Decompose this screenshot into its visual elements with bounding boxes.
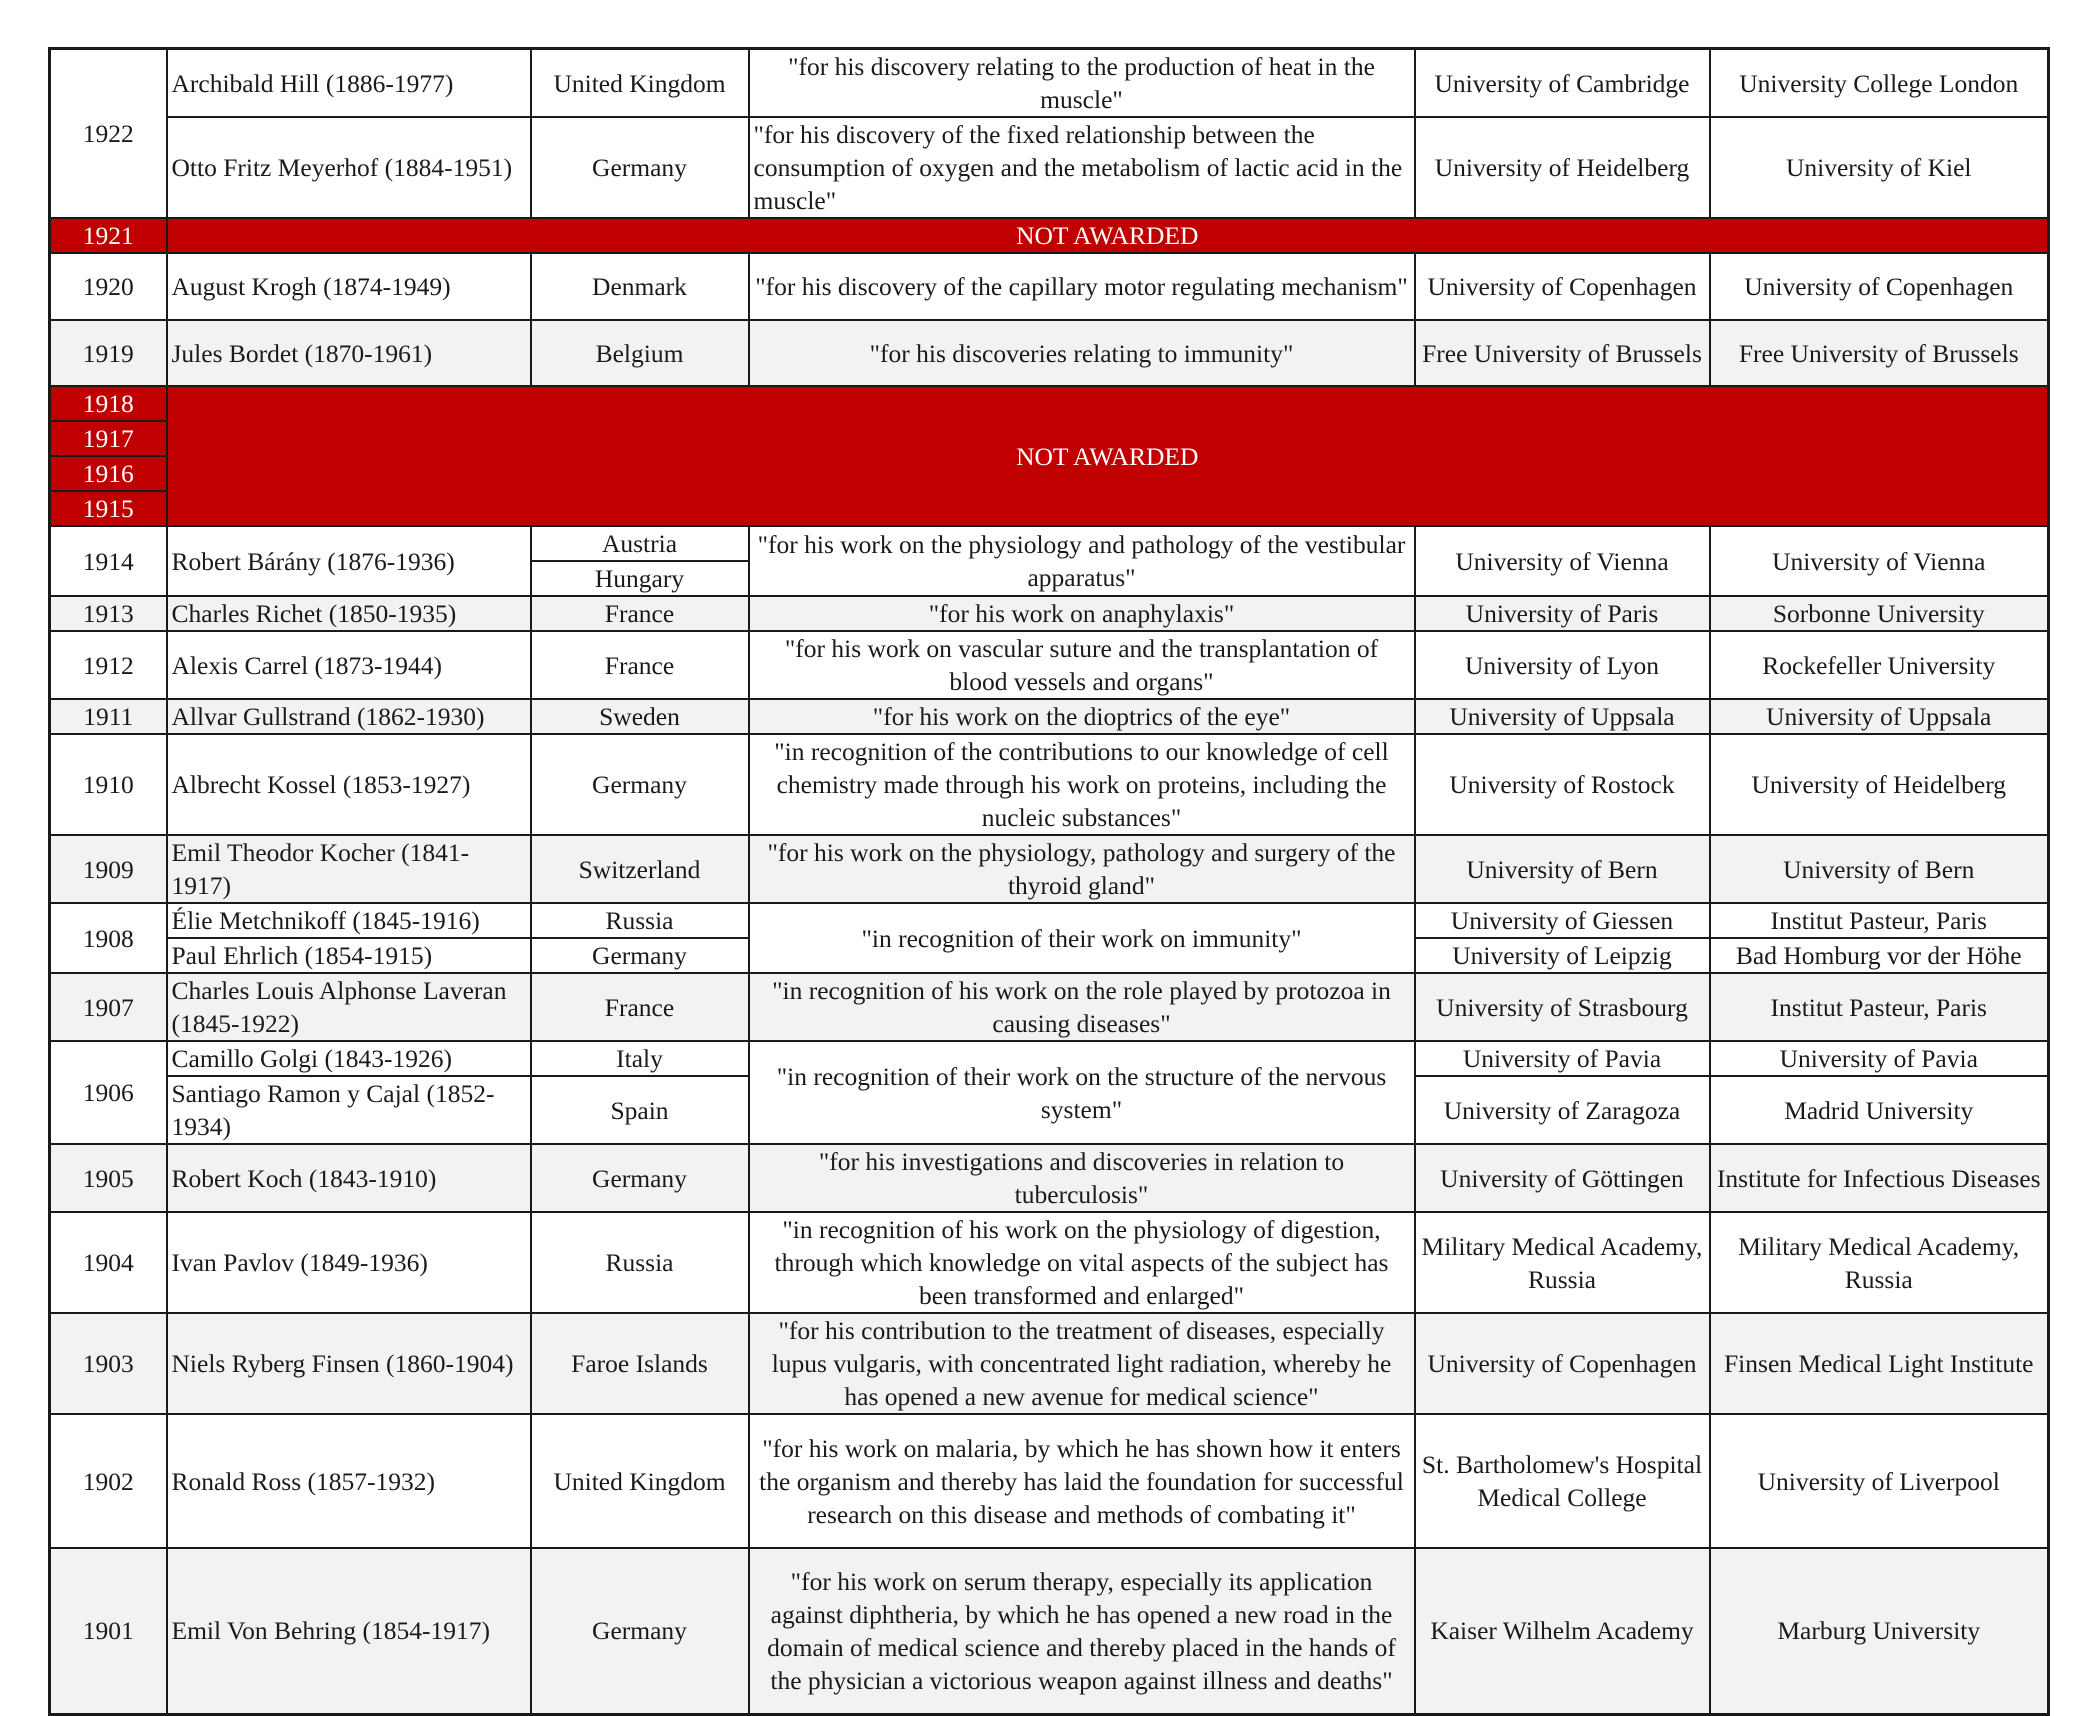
motivation-cell: "in recognition of their work on the structure of the nervous system" <box>749 1041 1415 1144</box>
motivation-cell: "for his work on the physiology and pathology of the vestibular apparatus" <box>749 526 1415 596</box>
institution-cell: Marburg University <box>1710 1548 2049 1714</box>
country-cell: Belgium <box>531 320 749 386</box>
laureate-cell: Élie Metchnikoff (1845-1916) <box>167 903 531 938</box>
not-awarded-banner: NOT AWARDED <box>167 386 2049 526</box>
country-cell: France <box>531 631 749 699</box>
motivation-cell: "for his work on the physiology, pathology and surgery of the thyroid gland" <box>749 835 1415 903</box>
table-row <box>50 117 2049 218</box>
year-cell: 1922 <box>50 49 167 219</box>
institution-cell: University of Heidelberg <box>1710 734 2049 835</box>
motivation-cell: "for his work on the dioptrics of the eye" <box>749 699 1415 734</box>
table-row <box>50 49 2049 118</box>
institution-cell: Institut Pasteur, Paris <box>1710 903 2049 938</box>
year-cell: 1919 <box>50 320 167 386</box>
laureate-cell: Robert Bárány (1876-1936) <box>167 526 531 596</box>
year-cell: 1917 <box>50 421 167 456</box>
country-cell: Germany <box>531 734 749 835</box>
year-cell: 1915 <box>50 491 167 526</box>
affiliation-cell: University of Pavia <box>1415 1041 1710 1076</box>
table-row <box>50 1212 2049 1313</box>
institution-cell: Institute for Infectious Diseases <box>1710 1144 2049 1212</box>
institution-cell: University of Liverpool <box>1710 1414 2049 1548</box>
institution-cell: University of Copenhagen <box>1710 253 2049 320</box>
motivation-cell: "for his work on vascular suture and the transplantation of blood vessels and organs" <box>749 631 1415 699</box>
institution-cell: University of Bern <box>1710 835 2049 903</box>
motivation-cell: "for his discovery of the fixed relationship between the consumption of oxygen and the metabolism of lactic acid in the muscle" <box>749 117 1415 218</box>
affiliation-cell: University of Copenhagen <box>1415 253 1710 320</box>
table-row <box>50 699 2049 734</box>
not-awarded-row <box>50 218 2049 253</box>
year-cell: 1918 <box>50 386 167 421</box>
affiliation-cell: University of Strasbourg <box>1415 973 1710 1041</box>
country-cell: France <box>531 973 749 1041</box>
table-row <box>50 631 2049 699</box>
year-cell: 1912 <box>50 631 167 699</box>
year-cell: 1920 <box>50 253 167 320</box>
laureate-cell: Emil Theodor Kocher (1841-1917) <box>167 835 531 903</box>
institution-cell: University of Vienna <box>1710 526 2049 596</box>
table-row <box>50 526 2049 561</box>
country-cell: Denmark <box>531 253 749 320</box>
laureate-cell: Niels Ryberg Finsen (1860-1904) <box>167 1313 531 1414</box>
motivation-cell: "for his investigations and discoveries in relation to tuberculosis" <box>749 1144 1415 1212</box>
laureate-cell: Charles Louis Alphonse Laveran (1845-1922) <box>167 973 531 1041</box>
institution-cell: Madrid University <box>1710 1076 2049 1144</box>
laureate-cell: August Krogh (1874-1949) <box>167 253 531 320</box>
laureate-cell: Ronald Ross (1857-1932) <box>167 1414 531 1548</box>
table-row <box>50 1313 2049 1414</box>
institution-cell: University College London <box>1710 49 2049 118</box>
country-cell: Spain <box>531 1076 749 1144</box>
laureate-cell: Allvar Gullstrand (1862-1930) <box>167 699 531 734</box>
year-cell: 1907 <box>50 973 167 1041</box>
table-row <box>50 1144 2049 1212</box>
affiliation-cell: Military Medical Academy, Russia <box>1415 1212 1710 1313</box>
year-cell: 1903 <box>50 1313 167 1414</box>
affiliation-cell: University of Paris <box>1415 596 1710 631</box>
country-cell: Germany <box>531 117 749 218</box>
affiliation-cell: Free University of Brussels <box>1415 320 1710 386</box>
institution-cell: University of Uppsala <box>1710 699 2049 734</box>
year-cell: 1901 <box>50 1548 167 1714</box>
affiliation-cell: St. Bartholomew's Hospital Medical College <box>1415 1414 1710 1548</box>
year-cell: 1921 <box>50 218 167 253</box>
year-cell: 1906 <box>50 1041 167 1144</box>
motivation-cell: "in recognition of the contributions to our knowledge of cell chemistry made through his work on proteins, including the nucleic substances" <box>749 734 1415 835</box>
motivation-cell: "for his contribution to the treatment of diseases, especially lupus vulgaris, with concentrated light radiation, whereby he has opened a new avenue for medical science" <box>749 1313 1415 1414</box>
affiliation-cell: University of Giessen <box>1415 903 1710 938</box>
affiliation-cell: University of Zaragoza <box>1415 1076 1710 1144</box>
year-cell: 1902 <box>50 1414 167 1548</box>
country-cell: Hungary <box>531 561 749 596</box>
laureate-cell: Jules Bordet (1870-1961) <box>167 320 531 386</box>
year-cell: 1911 <box>50 699 167 734</box>
institution-cell: Institut Pasteur, Paris <box>1710 973 2049 1041</box>
motivation-cell: "for his discovery of the capillary motor regulating mechanism" <box>749 253 1415 320</box>
country-cell: United Kingdom <box>531 1414 749 1548</box>
laureate-cell: Camillo Golgi (1843-1926) <box>167 1041 531 1076</box>
country-cell: Germany <box>531 1144 749 1212</box>
institution-cell: University of Pavia <box>1710 1041 2049 1076</box>
motivation-cell: "in recognition of their work on immunity" <box>749 903 1415 973</box>
not-awarded-row <box>50 386 2049 421</box>
country-cell: Austria <box>531 526 749 561</box>
country-cell: Sweden <box>531 699 749 734</box>
motivation-cell: "in recognition of his work on the role played by protozoa in causing diseases" <box>749 973 1415 1041</box>
motivation-cell: "for his work on anaphylaxis" <box>749 596 1415 631</box>
affiliation-cell: University of Leipzig <box>1415 938 1710 973</box>
affiliation-cell: University of Cambridge <box>1415 49 1710 118</box>
laureate-cell: Otto Fritz Meyerhof (1884-1951) <box>167 117 531 218</box>
institution-cell: Bad Homburg vor der Höhe <box>1710 938 2049 973</box>
year-cell: 1904 <box>50 1212 167 1313</box>
laureate-cell: Paul Ehrlich (1854-1915) <box>167 938 531 973</box>
institution-cell: Finsen Medical Light Institute <box>1710 1313 2049 1414</box>
table-row <box>50 835 2049 903</box>
affiliation-cell: University of Bern <box>1415 835 1710 903</box>
table-row <box>50 903 2049 938</box>
laureate-cell: Santiago Ramon y Cajal (1852-1934) <box>167 1076 531 1144</box>
laureate-cell: Charles Richet (1850-1935) <box>167 596 531 631</box>
affiliation-cell: University of Vienna <box>1415 526 1710 596</box>
laureate-cell: Emil Von Behring (1854-1917) <box>167 1548 531 1714</box>
laureate-cell: Ivan Pavlov (1849-1936) <box>167 1212 531 1313</box>
motivation-cell: "for his work on malaria, by which he has shown how it enters the organism and thereby has laid the foundation for successful research on this disease and methods of combating it" <box>749 1414 1415 1548</box>
table-row <box>50 1041 2049 1076</box>
motivation-cell: "for his discovery relating to the production of heat in the muscle" <box>749 49 1415 118</box>
laureate-cell: Robert Koch (1843-1910) <box>167 1144 531 1212</box>
affiliation-cell: University of Uppsala <box>1415 699 1710 734</box>
nobel-medicine-table <box>48 47 2050 1716</box>
country-cell: France <box>531 596 749 631</box>
not-awarded-banner: NOT AWARDED <box>167 218 2049 253</box>
institution-cell: Sorbonne University <box>1710 596 2049 631</box>
year-cell: 1916 <box>50 456 167 491</box>
affiliation-cell: University of Lyon <box>1415 631 1710 699</box>
country-cell: Switzerland <box>531 835 749 903</box>
affiliation-cell: University of Rostock <box>1415 734 1710 835</box>
country-cell: United Kingdom <box>531 49 749 118</box>
country-cell: Russia <box>531 1212 749 1313</box>
institution-cell: Military Medical Academy, Russia <box>1710 1212 2049 1313</box>
table-row <box>50 1414 2049 1548</box>
motivation-cell: "in recognition of his work on the physiology of digestion, through which knowledge on vital aspects of the subject has been transformed and enlarged" <box>749 1212 1415 1313</box>
year-cell: 1914 <box>50 526 167 596</box>
year-cell: 1913 <box>50 596 167 631</box>
country-cell: Italy <box>531 1041 749 1076</box>
laureate-cell: Alexis Carrel (1873-1944) <box>167 631 531 699</box>
affiliation-cell: University of Göttingen <box>1415 1144 1710 1212</box>
affiliation-cell: University of Heidelberg <box>1415 117 1710 218</box>
year-cell: 1908 <box>50 903 167 973</box>
motivation-cell: "for his discoveries relating to immunity" <box>749 320 1415 386</box>
affiliation-cell: Kaiser Wilhelm Academy <box>1415 1548 1710 1714</box>
laureate-cell: Archibald Hill (1886-1977) <box>167 49 531 118</box>
country-cell: Russia <box>531 903 749 938</box>
table-row <box>50 734 2049 835</box>
institution-cell: Free University of Brussels <box>1710 320 2049 386</box>
year-cell: 1910 <box>50 734 167 835</box>
table-row <box>50 973 2049 1041</box>
country-cell: Faroe Islands <box>531 1313 749 1414</box>
institution-cell: Rockefeller University <box>1710 631 2049 699</box>
table-row <box>50 320 2049 386</box>
table-row <box>50 1548 2049 1714</box>
table-row <box>50 596 2049 631</box>
motivation-cell: "for his work on serum therapy, especially its application against diphtheria, by which he has opened a new road in the domain of medical science and thereby placed in the hands of the physician a victorious weapon against illness and deaths" <box>749 1548 1415 1714</box>
year-cell: 1905 <box>50 1144 167 1212</box>
institution-cell: University of Kiel <box>1710 117 2049 218</box>
affiliation-cell: University of Copenhagen <box>1415 1313 1710 1414</box>
laureate-cell: Albrecht Kossel (1853-1927) <box>167 734 531 835</box>
country-cell: Germany <box>531 938 749 973</box>
table-row <box>50 253 2049 320</box>
country-cell: Germany <box>531 1548 749 1714</box>
year-cell: 1909 <box>50 835 167 903</box>
